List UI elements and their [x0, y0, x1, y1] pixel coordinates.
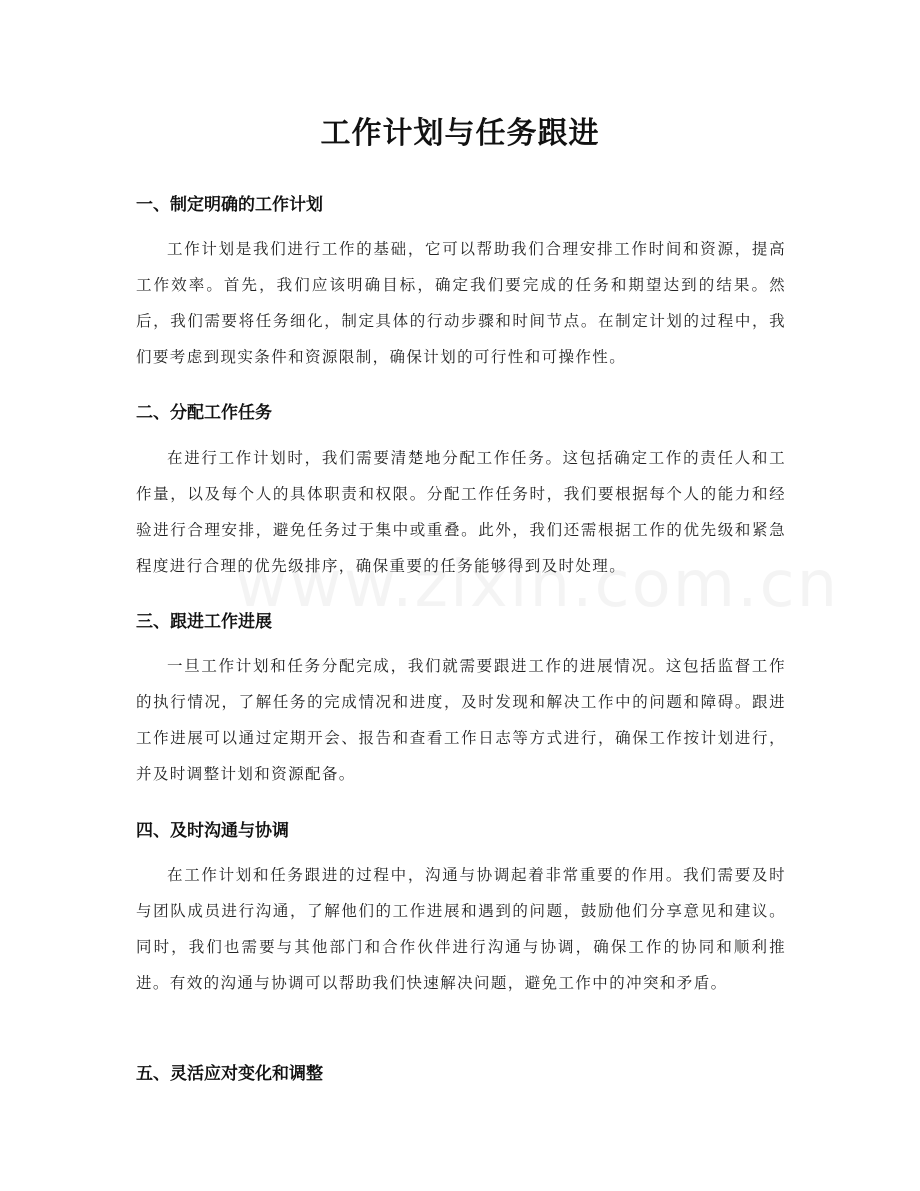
section-heading-2: 二、分配工作任务 [136, 403, 272, 423]
section-body-2: 在进行工作计划时，我们需要清楚地分配工作任务。这包括确定工作的责任人和工作量，以及每个人的具体职责和权限。分配工作任务时，我们要根据每个人的能力和经验进行合理安排，避免任务过于集中或重叠。此外，我们还需根据工作的优先级和紧急程度进行合理的优先级排序，确保重要的任务能够得到及时处理。 [136, 449, 786, 575]
page-title: 工作计划与任务跟进 [320, 116, 600, 151]
section-body-4: 在工作计划和任务跟进的过程中，沟通与协调起着非常重要的作用。我们需要及时与团队成员进行沟通，了解他们的工作进展和遇到的问题，鼓励他们分享意见和建议。同时，我们也需要与其他部门和合作伙伴进行沟通与协调，确保工作的协同和顺利推进。有效的沟通与协调可以帮助我们快速解决问题，避免工作中的冲突和矛盾。 [136, 866, 786, 992]
section-body-3: 一旦工作计划和任务分配完成，我们就需要跟进工作的进展情况。这包括监督工作的执行情况，了解任务的完成情况和进度，及时发现和解决工作中的问题和障碍。跟进工作进展可以通过定期开会、报告和查看工作日志等方式进行，确保工作按计划进行，并及时调整计划和资源配备。 [136, 657, 786, 783]
section-heading-4: 四、及时沟通与协调 [136, 821, 289, 841]
section-heading-5: 五、灵活应对变化和调整 [136, 1064, 323, 1084]
section-heading-1: 一、制定明确的工作计划 [136, 195, 323, 215]
section-heading-3: 三、跟进工作进展 [136, 612, 272, 632]
section-body-1: 工作计划是我们进行工作的基础，它可以帮助我们合理安排工作时间和资源，提高工作效率。首先，我们应该明确目标，确定我们要完成的任务和期望达到的结果。然后，我们需要将任务细化，制定具体的行动步骤和时间节点。在制定计划的过程中，我们要考虑到现实条件和资源限制，确保计划的可行性和可操作性。 [136, 240, 786, 366]
